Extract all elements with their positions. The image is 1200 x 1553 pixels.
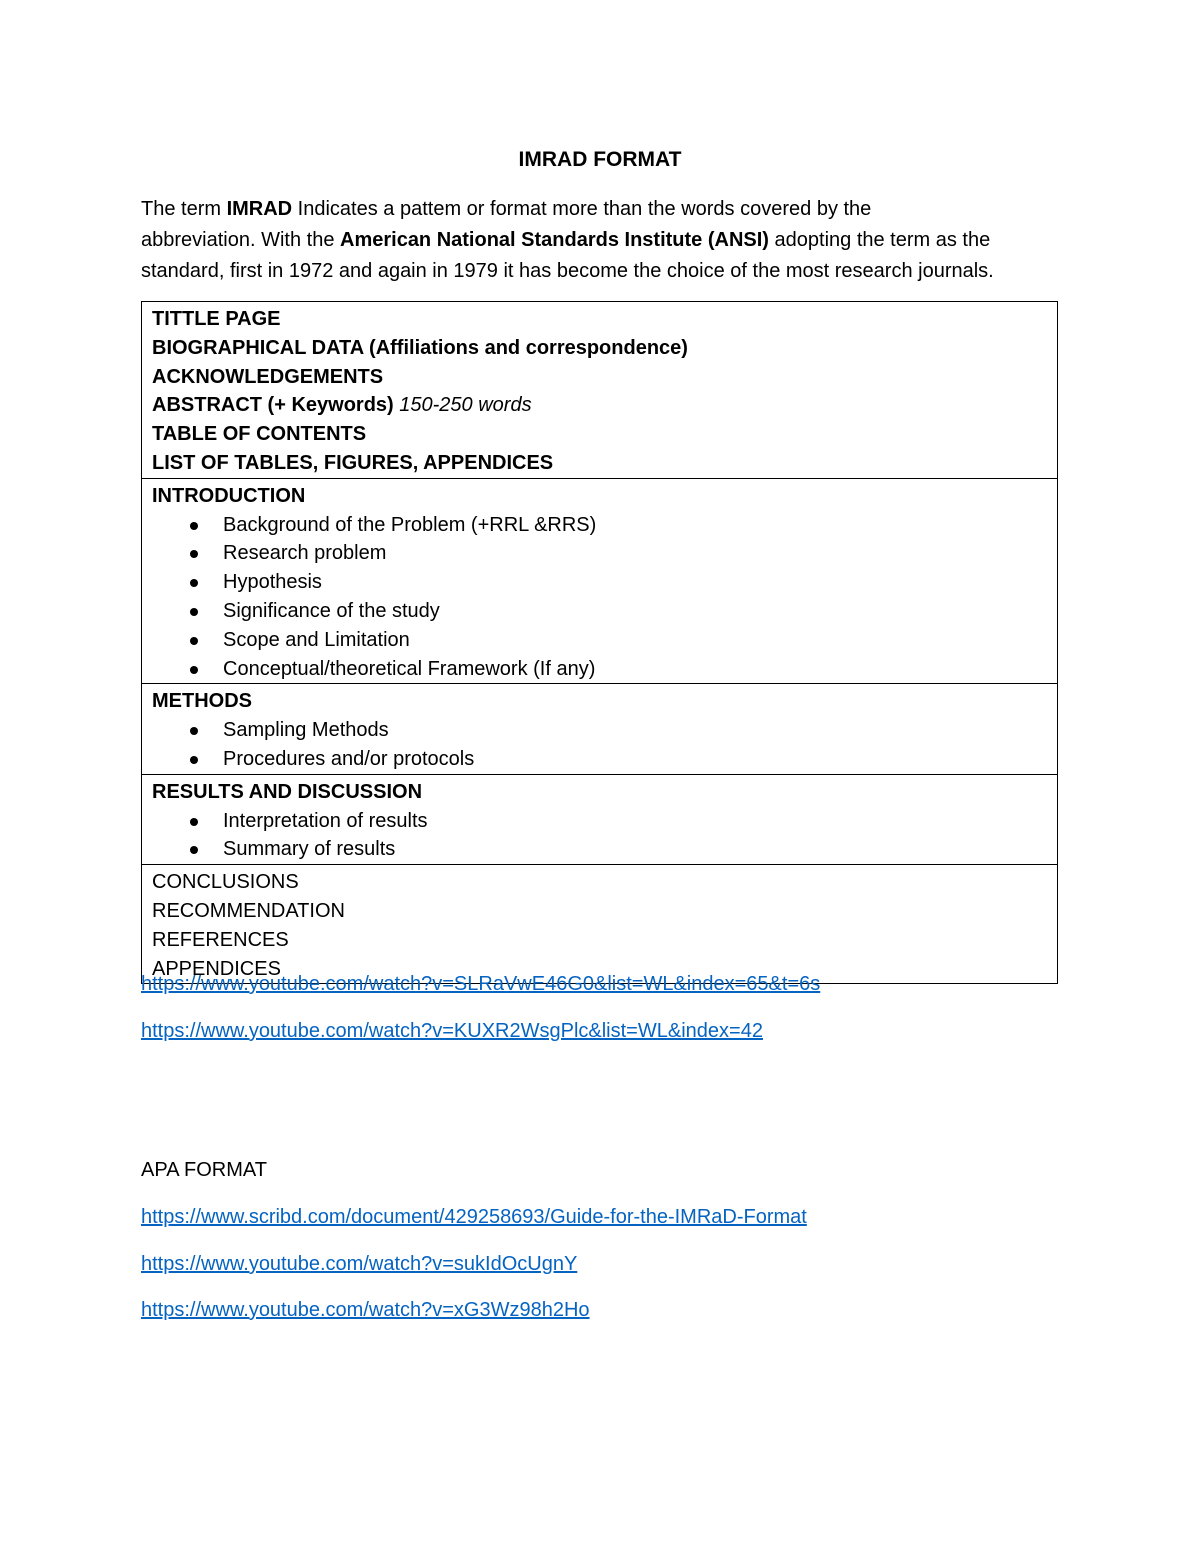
list-item: Summary of results <box>152 835 1047 864</box>
imrad-video-link-1[interactable]: https://www.youtube.com/watch?v=SLRaVwE46G0&list=WL&index=65&t=6s <box>141 973 821 995</box>
apa-video-link-1[interactable]: https://www.youtube.com/watch?v=sukIdOcUgnY <box>141 1253 578 1275</box>
introduction-row <box>142 478 1058 684</box>
back-matter-cell <box>142 865 1058 984</box>
ansi-term: American National Standards Institute (ANSI) <box>340 229 769 251</box>
acknowledgements-label: ACKNOWLEDGEMENTS <box>152 365 384 388</box>
results-list <box>152 807 1047 865</box>
appendices-label: APPENDICES <box>152 957 281 980</box>
imrad-outline-table <box>141 301 1058 984</box>
apa-video-link-2[interactable]: https://www.youtube.com/watch?v=xG3Wz98h2Ho <box>141 1299 590 1321</box>
abstract-word-count: 150-250 words <box>399 394 532 417</box>
list-item: Interpretation of results <box>152 807 1047 836</box>
list-item: Procedures and/or protocols <box>152 745 1047 774</box>
title-page-label: TITTLE PAGE <box>152 308 281 330</box>
methods-list <box>152 716 1047 774</box>
intro-paragraph <box>141 194 1071 287</box>
introduction-heading: INTRODUCTION <box>152 484 306 507</box>
document-title: IMRAD FORMAT <box>518 148 682 171</box>
list-item: Sampling Methods <box>152 716 1047 745</box>
abstract-label: ABSTRACT (+ Keywords) <box>152 394 394 417</box>
imrad-video-link-2[interactable]: https://www.youtube.com/watch?v=KUXR2WsgPlc&list=WL&index=42 <box>141 1020 763 1042</box>
methods-cell <box>142 684 1058 774</box>
list-item: Hypothesis <box>152 568 1047 597</box>
list-item: Research problem <box>152 539 1047 568</box>
apa-format-heading: APA FORMAT <box>141 1159 267 1181</box>
intro-line-1: The term IMRAD Indicates a pattem or format more than the words covered by the <box>141 198 872 220</box>
results-cell <box>142 774 1058 864</box>
results-row <box>142 774 1058 864</box>
biographical-data-label: BIOGRAPHICAL DATA (Affiliations and correspondence) <box>152 336 688 359</box>
abstract-line <box>152 391 1047 420</box>
toc-label: TABLE OF CONTENTS <box>152 423 367 446</box>
imrad-term: IMRAD <box>226 198 293 220</box>
introduction-cell <box>142 478 1058 684</box>
results-heading: RESULTS AND DISCUSSION <box>152 780 423 803</box>
list-item: Significance of the study <box>152 597 1047 626</box>
recommendation-label: RECOMMENDATION <box>152 899 345 922</box>
front-matter-row <box>142 302 1058 479</box>
lists-label: LIST OF TABLES, FIGURES, APPENDICES <box>152 451 554 474</box>
intro-line-3: standard, first in 1972 and again in 1979 it has become the choice of the most research journals. <box>141 260 994 282</box>
conclusions-label: CONCLUSIONS <box>152 871 299 894</box>
methods-heading: METHODS <box>152 690 252 713</box>
intro-line-2: abbreviation. With the American National Standards Institute (ANSI) adopting the term as the <box>141 229 991 251</box>
back-matter-row <box>142 865 1058 984</box>
list-item: Scope and Limitation <box>152 626 1047 655</box>
list-item: Background of the Problem (+RRL &RRS) <box>152 511 1047 540</box>
scribd-guide-link[interactable]: https://www.scribd.com/document/429258693/Guide-for-the-IMRaD-Format <box>141 1206 807 1228</box>
front-matter-cell <box>142 302 1058 479</box>
list-item: Conceptual/theoretical Framework (If any) <box>152 655 1047 684</box>
methods-row <box>142 684 1058 774</box>
references-label: REFERENCES <box>152 928 289 951</box>
introduction-list <box>152 511 1047 684</box>
